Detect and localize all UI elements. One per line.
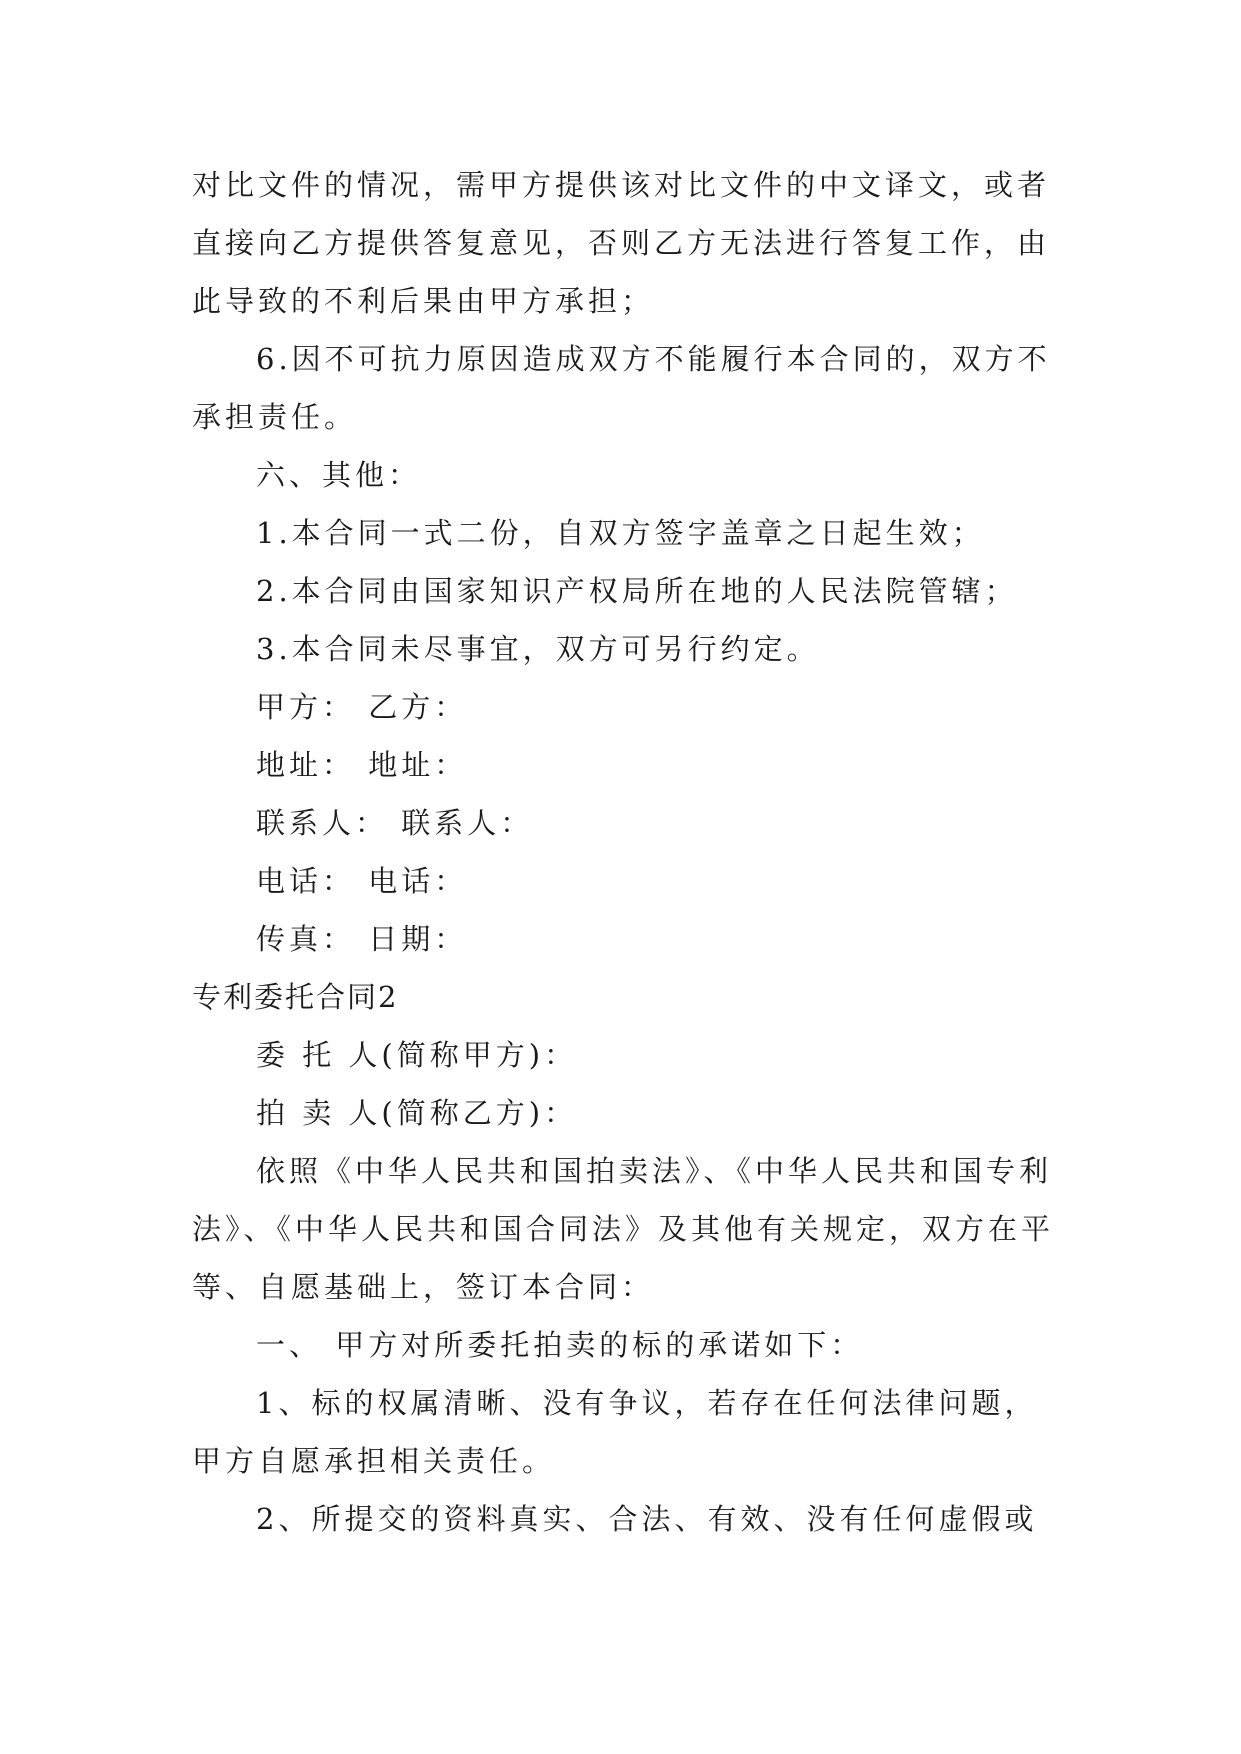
clause-6: 6.因不可抗力原因造成双方不能履行本合同的，双方不 (256, 342, 1051, 376)
body-line: 此导致的不利后果由甲方承担； (192, 284, 655, 318)
signature-contact-line: 联系人： 联系人： (256, 806, 534, 840)
preamble-line: 法》、《中华人民共和国合同法》及其他有关规定，双方在平 (192, 1212, 1055, 1246)
preamble-line: 依照《中华人民共和国拍卖法》、《中华人民共和国专利 (256, 1154, 1053, 1188)
body-line: 承担责任。 (192, 400, 358, 434)
signature-party-line: 甲方： 乙方： (256, 690, 468, 724)
body-line: 对比文件的情况，需甲方提供该对比文件的中文译文，或者 (192, 168, 1051, 202)
commitment-1-cont: 甲方自愿承担相关责任。 (192, 1444, 556, 1478)
auctioneer-line: 拍 卖 人(简称乙方)： (256, 1096, 578, 1130)
clause-3: 3.本合同未尽事宜，双方可另行约定。 (256, 632, 820, 666)
signature-address-line: 地址： 地址： (256, 748, 468, 782)
section-heading-commitments: 一、 甲方对所委托拍卖的标的承诺如下： (256, 1328, 864, 1362)
commitment-1: 1、标的权属清晰、没有争议，若存在任何法律问题， (256, 1386, 1038, 1420)
document-body (192, 156, 1055, 1548)
preamble-line: 等、自愿基础上，签订本合同： (192, 1270, 655, 1304)
contract-title: 专利委托合同2 (192, 980, 399, 1014)
signature-phone-line: 电话： 电话： (256, 864, 468, 898)
clause-1: 1.本合同一式二份，自双方签字盖章之日起生效； (256, 516, 985, 550)
commitment-2: 2、所提交的资料真实、合法、有效、没有任何虚假或 (256, 1502, 1038, 1536)
signature-fax-date-line: 传真： 日期： (256, 922, 468, 956)
principal-line: 委 托 人(简称甲方)： (256, 1038, 578, 1072)
section-heading-other: 六、其他： (256, 458, 422, 492)
body-line: 直接向乙方提供答复意见，否则乙方无法进行答复工作，由 (192, 226, 1051, 260)
clause-2: 2.本合同由国家知识产权局所在地的人民法院管辖； (256, 574, 1018, 608)
